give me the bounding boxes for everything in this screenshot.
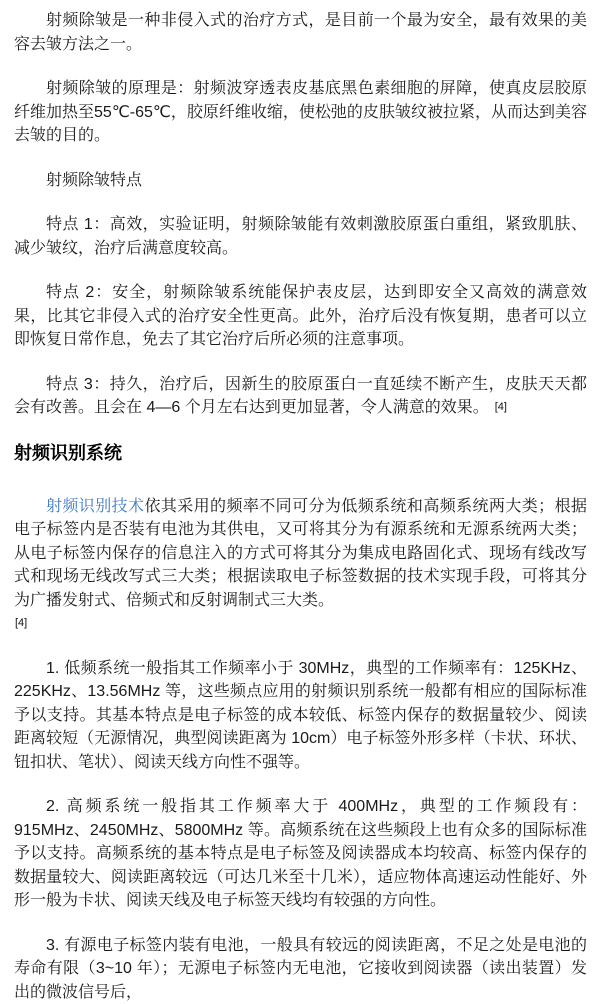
feature-2-paragraph: 特点 2：安全，射频除皱系统能保护表皮层，达到即安全又高效的满意效果，比其它非侵入式的治疗安全性更高。此外，治疗后没有恢复期，患者可以立即恢复日常作息，免去了其它治疗后所必须的注意事项。: [14, 281, 587, 352]
low-frequency-paragraph: 1. 低频系统一般指其工作频率小于 30MHz，典型的工作频率有：125KHz、225KHz、13.56MHz 等，这些频点应用的射频识别系统一般都有相应的国际标准予以支持。其基本特点是电子标签的成本较低、标签内保存的数据量较少、阅读距离较短（无源情况，典型阅读距离为 10cm）电子标签外形多样（卡状、环状、钮扣状、笔状）、阅读天线方向性不强等。: [14, 657, 587, 775]
high-frequency-paragraph: 2. 高频系统一般指其工作频率大于 400MHz，典型的工作频段有：915MHz、2450MHz、5800MHz 等。高频系统在这些频段上也有众多的国际标准予以支持。高频系统的基本特点是电子标签及阅读器成本均较高、标签内保存的数据量较大、阅读距离较远（可达几米至十几米），适应物体高速运动性能好、外形一般为卡状、阅读天线及电子标签天线均有较强的方向性。: [14, 795, 587, 913]
rfid-classification-paragraph: [14, 495, 587, 636]
principle-paragraph: 射频除皱的原理是：射频波穿透表皮基底黑色素细胞的屏障，使真皮层胶原纤维加热至55℃-65℃，胶原纤维收缩，使松弛的皮肤皱纹被拉紧，从而达到美容去皱的目的。: [14, 77, 587, 148]
feature-1-paragraph: 特点 1：高效，实验证明，射频除皱能有效刺激胶原蛋白重组，紧致肌肤、减少皱纹，治疗后满意度较高。: [14, 213, 587, 260]
feature-3-text: 特点 3：持久，治疗后，因新生的胶原蛋白一直延续不断产生，皮肤天天都会有改善。且会在 4—6 个月左右达到更加显著，令人满意的效果。: [14, 376, 587, 417]
intro-paragraph: 射频除皱是一种非侵入式的治疗方式，是目前一个最为安全，最有效果的美容去皱方法之一。: [14, 9, 587, 56]
rfid-classification-text: 依其采用的频率不同可分为低频系统和高频系统两大类；根据电子标签内是否装有电池为其供电，又可将其分为有源系统和无源系统两大类；从电子标签内保存的信息注入的方式可将其分为集成电路固化式、现场有线改写式和现场无线改写式三大类；根据读取电子标签数据的技术实现手段，可将其分为广播发射式、倍频式和反射调制式三大类。: [14, 498, 587, 609]
active-passive-tag-paragraph: 3. 有源电子标签内装有电池，一般具有较远的阅读距离，不足之处是电池的寿命有限（3~10 年）；无源电子标签内无电池，它接收到阅读器（读出装置）发出的微波信号后，: [14, 934, 587, 1004]
feature-3-paragraph: [14, 373, 587, 420]
section-heading: 射频识别系统: [14, 441, 587, 465]
features-title: 射频除皱特点: [14, 169, 587, 193]
citation-ref-4[interactable]: [4]: [495, 401, 507, 413]
rfid-tech-link[interactable]: 射频识别技术: [46, 498, 144, 515]
citation-ref-4[interactable]: [4]: [15, 612, 587, 636]
